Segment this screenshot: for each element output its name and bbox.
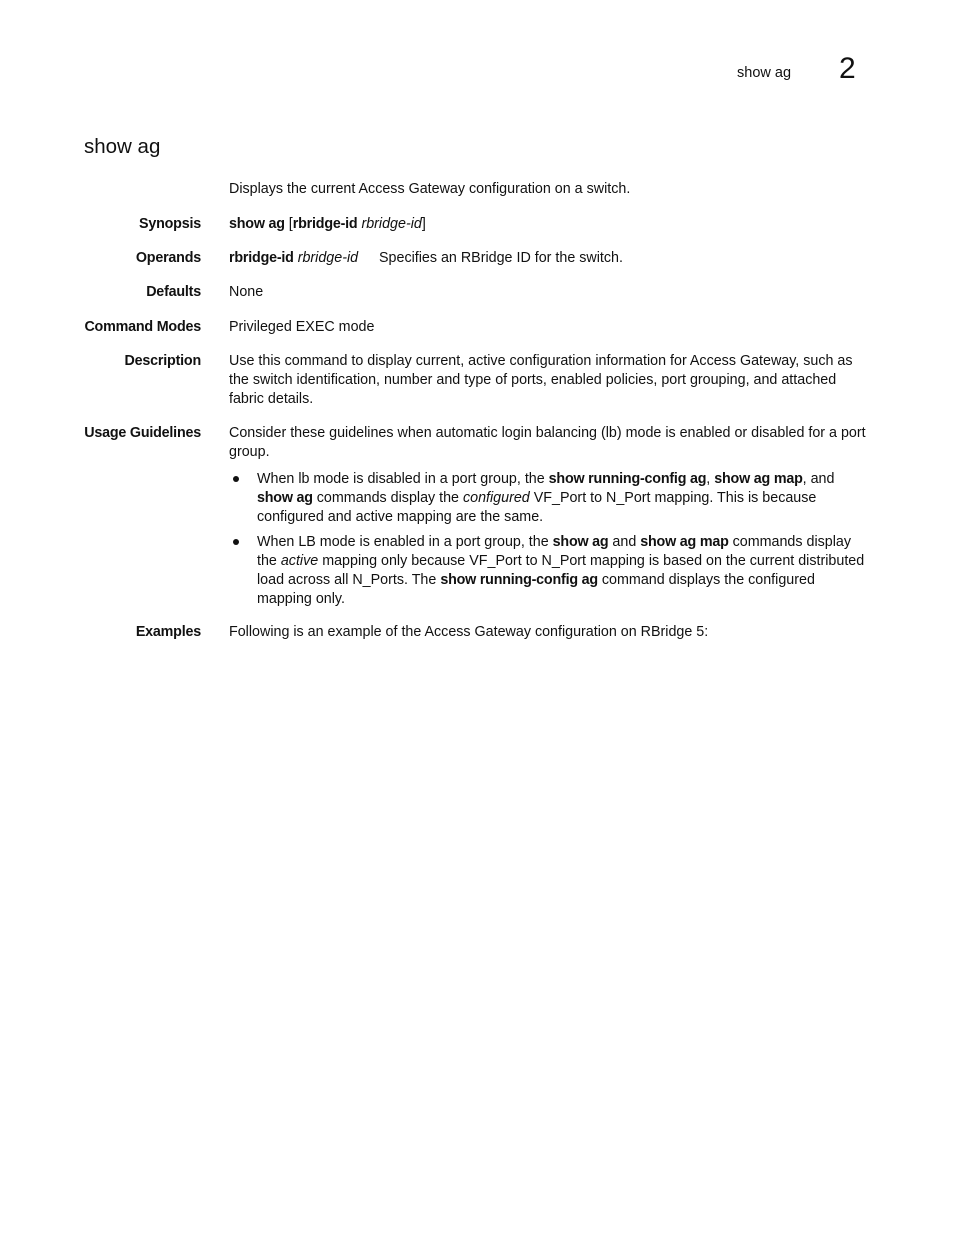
bullet-text: , and xyxy=(802,471,835,487)
page-title: show ag xyxy=(84,135,161,158)
synopsis-value xyxy=(229,215,871,234)
usage-guidelines-label: Usage Guidelines xyxy=(84,425,201,441)
bullet-text: VF_Port to N_Port mapping. This is because configured and active mapping are the same. xyxy=(257,490,817,525)
command-ref: show ag map xyxy=(714,471,803,487)
bullet-text: commands display the xyxy=(257,534,852,569)
synopsis-label: Synopsis xyxy=(139,216,201,232)
operand-keyword: rbridge-id xyxy=(229,250,294,266)
bullet-text: When lb mode is disabled in a port group, the xyxy=(257,471,549,487)
usage-guidelines-body xyxy=(229,424,871,609)
synopsis-keyword: rbridge-id xyxy=(292,216,358,232)
description-text: Use this command to display current, active configuration information for Access Gateway, such as the switch identification, number and type of ports, enabled policies, port grouping, and attached fabric details. xyxy=(229,353,853,407)
examples-label: Examples xyxy=(135,624,201,640)
emphasis: configured xyxy=(462,490,530,506)
operands-value xyxy=(229,249,871,268)
description-label: Description xyxy=(124,353,201,369)
intro-text: Displays the current Access Gateway configuration on a switch. xyxy=(229,181,631,197)
synopsis-open-bracket: [ xyxy=(284,216,293,232)
synopsis-param: rbridge-id xyxy=(361,216,422,232)
defaults-label: Defaults xyxy=(146,284,201,300)
operand-description: Specifies an RBridge ID for the switch. xyxy=(379,250,623,266)
synopsis-command: show ag xyxy=(229,216,285,232)
usage-intro: Consider these guidelines when automatic login balancing (lb) mode is enabled or disabled for a port group. xyxy=(229,425,866,460)
usage-bullet-2 xyxy=(229,533,871,609)
command-ref: show running-config ag xyxy=(440,572,598,588)
bullet-text: and xyxy=(608,534,641,550)
examples-text: Following is an example of the Access Gateway configuration on RBridge 5: xyxy=(229,624,709,640)
operand-term xyxy=(229,250,358,266)
operands-label: Operands xyxy=(135,250,201,266)
bullet-text: , xyxy=(706,471,715,487)
usage-bullet-list xyxy=(229,470,871,609)
operand-param: rbridge-id xyxy=(297,250,359,266)
bullet-text: commands display the xyxy=(312,490,463,506)
bullet-text: command displays the configured mapping only. xyxy=(257,572,815,607)
chapter-number: 2 xyxy=(839,52,856,85)
command-ref: show ag map xyxy=(640,534,729,550)
command-modes-value: Privileged EXEC mode xyxy=(229,319,375,335)
synopsis-close-bracket: ] xyxy=(421,216,426,232)
emphasis: active xyxy=(280,553,319,569)
command-ref: show running-config ag xyxy=(548,471,707,487)
bullet-text: mapping only because VF_Port to N_Port mapping is based on the current distributed load across all N_Ports. The xyxy=(257,553,865,588)
bullet-text: When LB mode is enabled in a port group, the xyxy=(257,534,553,550)
command-ref: show ag xyxy=(552,534,609,550)
running-header-title: show ag xyxy=(737,65,792,81)
command-ref: show ag xyxy=(257,490,313,506)
command-modes-label: Command Modes xyxy=(84,319,201,335)
usage-bullet-1 xyxy=(229,470,871,527)
defaults-value: None xyxy=(229,284,264,300)
